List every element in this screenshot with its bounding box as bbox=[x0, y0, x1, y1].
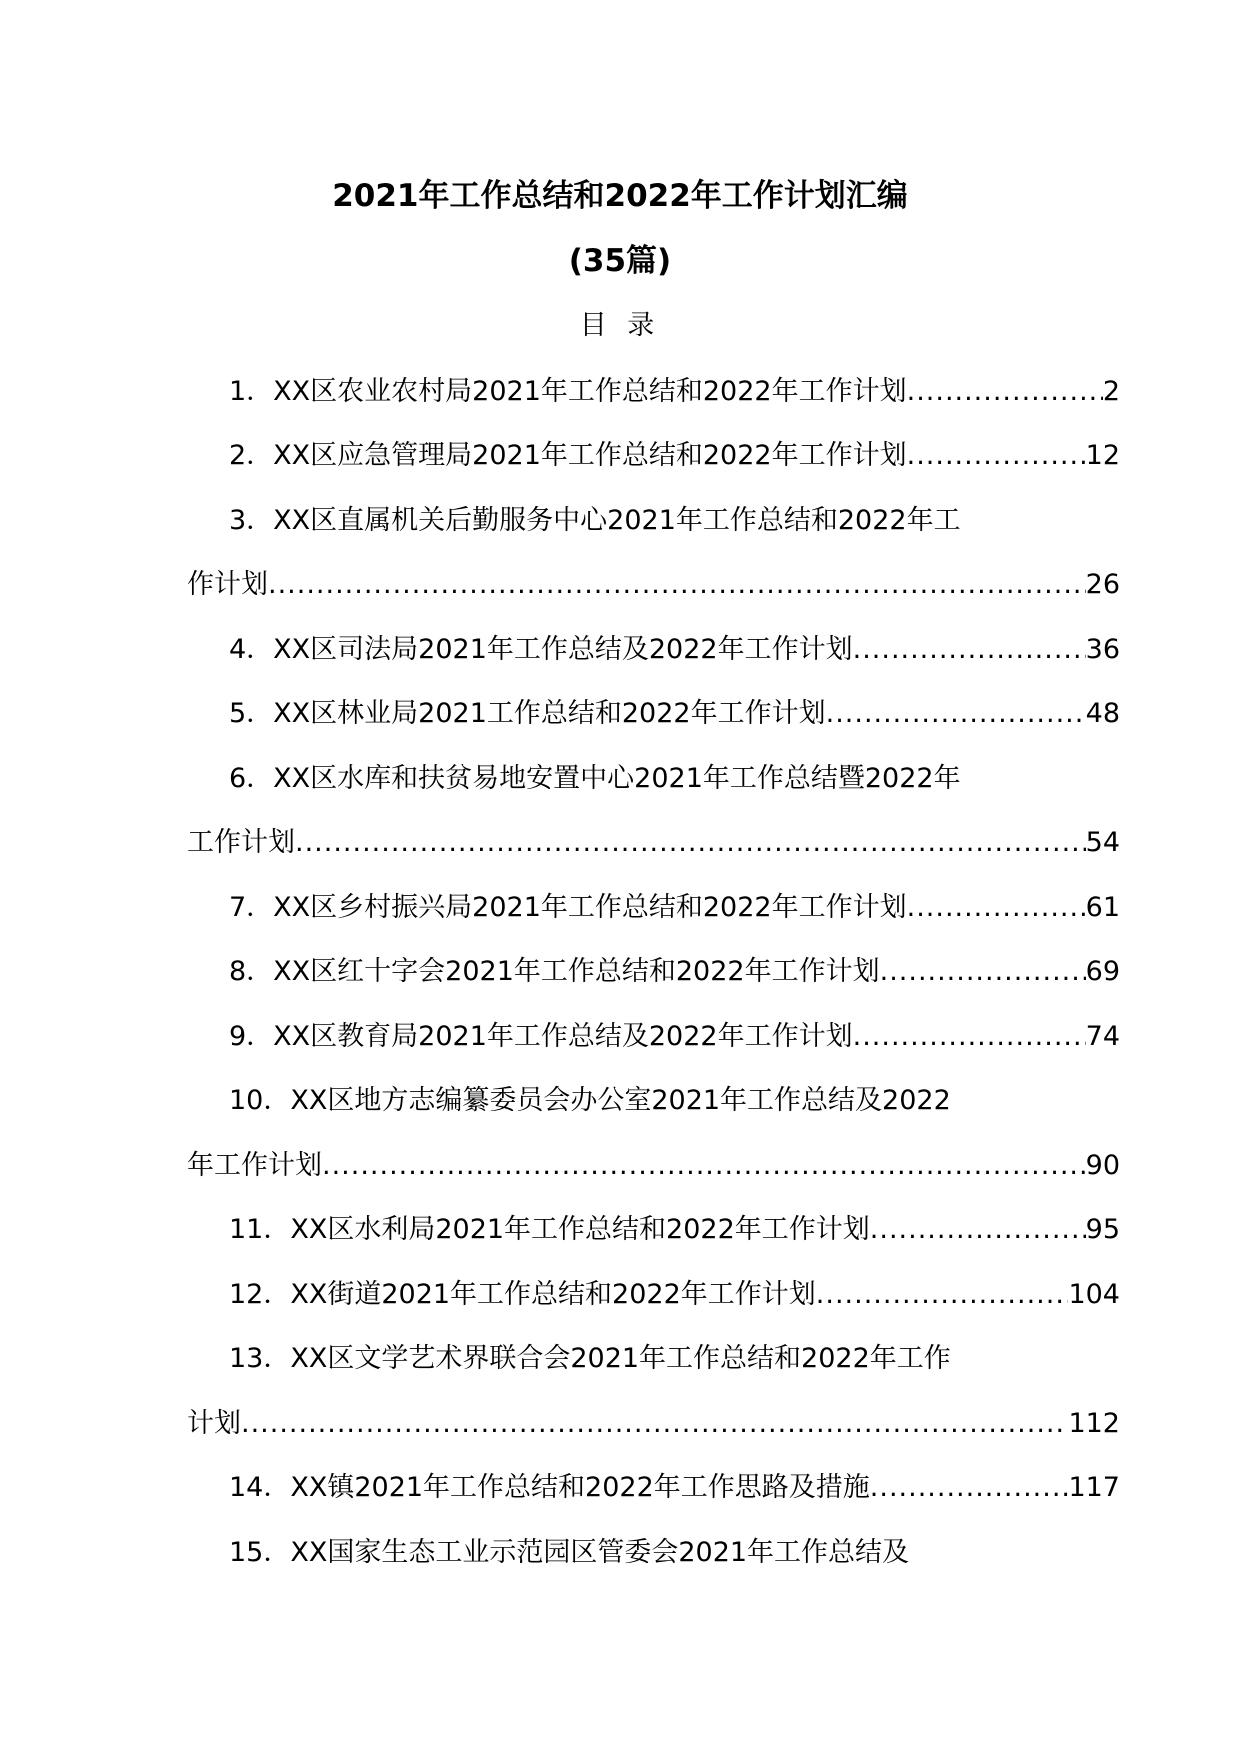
toc-page-number: 26 bbox=[1085, 569, 1120, 600]
toc-entry-text: 6．XX区水库和扶贫易地安置中心2021年工作总结暨2022年 bbox=[229, 763, 961, 794]
toc-page-number: 90 bbox=[1085, 1150, 1120, 1181]
toc-leader-dots bbox=[268, 567, 1086, 603]
toc-entry-1[interactable] bbox=[229, 374, 1120, 410]
toc-entry-10-continued[interactable] bbox=[187, 1148, 1120, 1184]
toc-entry-6[interactable] bbox=[229, 761, 961, 797]
toc-entry-text: 7．XX区乡村振兴局2021年工作总结和2022年工作计划 bbox=[229, 892, 907, 923]
toc-page-number: 117 bbox=[1068, 1472, 1120, 1503]
toc-leader-dots bbox=[853, 632, 1086, 668]
toc-entry-text: 5．XX区林业局2021工作总结和2022年工作计划 bbox=[229, 698, 826, 729]
toc-leader-dots bbox=[880, 954, 1086, 990]
toc-entry-13[interactable] bbox=[229, 1341, 951, 1377]
toc-entry-text: 2．XX区应急管理局2021年工作总结和2022年工作计划 bbox=[229, 440, 907, 471]
toc-entry-13-continued[interactable] bbox=[187, 1406, 1120, 1442]
toc-entry-2[interactable] bbox=[229, 438, 1120, 474]
toc-page-number: 2 bbox=[1102, 376, 1120, 407]
toc-leader-dots bbox=[241, 1406, 1068, 1442]
toc-leader-dots bbox=[816, 1277, 1069, 1313]
toc-leader-dots bbox=[870, 1212, 1086, 1248]
toc-page-number: 48 bbox=[1085, 698, 1120, 729]
toc-page-number: 104 bbox=[1068, 1279, 1120, 1310]
toc-leader-dots bbox=[295, 825, 1086, 861]
toc-heading: 目 录 bbox=[579, 310, 661, 341]
toc-entry-6-continued[interactable] bbox=[187, 825, 1120, 861]
toc-entry-text-continued: 计划 bbox=[187, 1408, 241, 1439]
toc-entry-text: 13．XX区文学艺术界联合会2021年工作总结和2022年工作 bbox=[229, 1343, 951, 1374]
toc-entry-8[interactable] bbox=[229, 954, 1120, 990]
toc-entry-text-continued: 工作计划 bbox=[187, 827, 295, 858]
toc-page-number: 112 bbox=[1068, 1408, 1120, 1439]
toc-leader-dots bbox=[853, 1019, 1086, 1055]
toc-entry-10[interactable] bbox=[229, 1083, 951, 1119]
toc-leader-dots bbox=[826, 696, 1086, 732]
toc-entry-15[interactable] bbox=[229, 1535, 909, 1571]
toc-leader-dots bbox=[322, 1148, 1086, 1184]
toc-page-number: 12 bbox=[1085, 440, 1120, 471]
toc-entry-text-continued: 年工作计划 bbox=[187, 1150, 322, 1181]
toc-entry-text: 14．XX镇2021年工作总结和2022年工作思路及措施 bbox=[229, 1472, 870, 1503]
toc-entry-4[interactable] bbox=[229, 632, 1120, 668]
toc-entry-12[interactable] bbox=[229, 1277, 1120, 1313]
toc-entry-14[interactable] bbox=[229, 1470, 1120, 1506]
toc-entry-text-continued: 作计划 bbox=[187, 569, 268, 600]
toc-entry-9[interactable] bbox=[229, 1019, 1120, 1055]
toc-page-number: 36 bbox=[1085, 634, 1120, 665]
toc-entry-text: 12．XX街道2021年工作总结和2022年工作计划 bbox=[229, 1279, 816, 1310]
toc-entry-text: 15．XX国家生态工业示范园区管委会2021年工作总结及 bbox=[229, 1537, 910, 1568]
toc-entry-text: 1．XX区农业农村局2021年工作总结和2022年工作计划 bbox=[229, 376, 907, 407]
toc-entry-7[interactable] bbox=[229, 890, 1120, 926]
toc-page-number: 69 bbox=[1085, 956, 1120, 987]
document-title: 2021年工作总结和2022年工作计划汇编 bbox=[332, 178, 908, 214]
toc-entry-11[interactable] bbox=[229, 1212, 1120, 1248]
document-subtitle: (35篇) bbox=[568, 243, 672, 279]
toc-entry-text: 4．XX区司法局2021年工作总结及2022年工作计划 bbox=[229, 634, 853, 665]
toc-entry-text: 11．XX区水利局2021年工作总结和2022年工作计划 bbox=[229, 1214, 870, 1245]
toc-entry-text: 3．XX区直属机关后勤服务中心2021年工作总结和2022年工 bbox=[229, 505, 961, 536]
toc-leader-dots bbox=[907, 890, 1086, 926]
toc-page-number: 74 bbox=[1085, 1021, 1120, 1052]
toc-leader-dots bbox=[907, 374, 1103, 410]
toc-leader-dots bbox=[907, 438, 1086, 474]
toc-entry-5[interactable] bbox=[229, 696, 1120, 732]
toc-page-number: 61 bbox=[1085, 892, 1120, 923]
toc-page-number: 95 bbox=[1085, 1214, 1120, 1245]
toc-entry-3[interactable] bbox=[229, 503, 961, 539]
toc-entry-text: 10．XX区地方志编纂委员会办公室2021年工作总结及2022 bbox=[229, 1085, 951, 1116]
toc-entry-text: 8．XX区红十字会2021年工作总结和2022年工作计划 bbox=[229, 956, 880, 987]
toc-leader-dots bbox=[870, 1470, 1069, 1506]
toc-page-number: 54 bbox=[1085, 827, 1120, 858]
toc-entry-3-continued[interactable] bbox=[187, 567, 1120, 603]
toc-entry-text: 9．XX区教育局2021年工作总结及2022年工作计划 bbox=[229, 1021, 853, 1052]
